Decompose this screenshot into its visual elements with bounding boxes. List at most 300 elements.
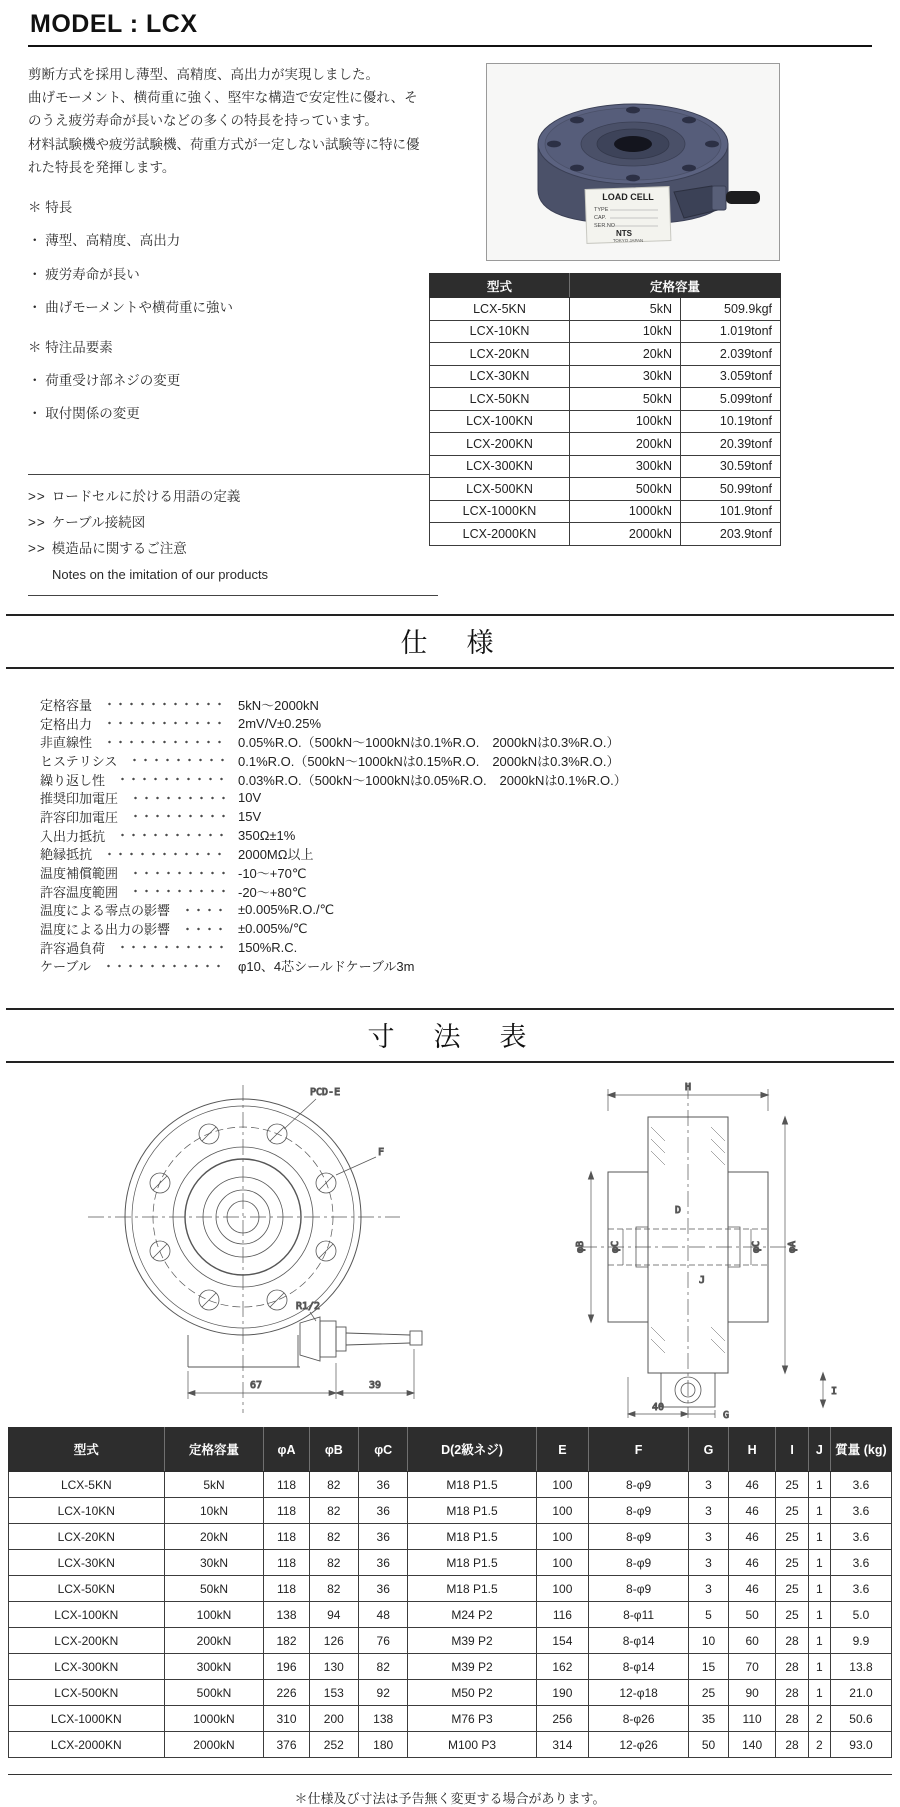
dimension-table-row <box>9 1706 892 1732</box>
side-dim-d: D <box>674 1205 681 1217</box>
dim-weight: 3.6 <box>830 1472 891 1498</box>
capacity-table-row <box>430 298 781 321</box>
capacity-kn-cell: 100kN <box>570 410 681 433</box>
page-title: MODEL : LCX <box>30 10 198 38</box>
dim-model: LCX-500KN <box>9 1680 165 1706</box>
dim-i: 28 <box>776 1706 809 1732</box>
dimension-table-header-cell: H <box>728 1428 775 1472</box>
dim-capacity: 5kN <box>164 1472 264 1498</box>
side-dim-40: 40 <box>651 1402 664 1414</box>
dimension-table-header-cell: φC <box>359 1428 408 1472</box>
dim-i: 25 <box>776 1576 809 1602</box>
dim-f: 8-φ9 <box>589 1550 689 1576</box>
features-list <box>28 219 429 319</box>
dim-f: 12-φ18 <box>589 1680 689 1706</box>
dim-phiC: 36 <box>359 1524 408 1550</box>
dim-e: 100 <box>536 1576 589 1602</box>
dim-phiC: 36 <box>359 1472 408 1498</box>
dot-leader <box>104 739 228 745</box>
capacity-table-row <box>430 523 781 546</box>
dot-leader <box>130 888 228 894</box>
dim-e: 256 <box>536 1706 589 1732</box>
nameplate-type: TYPE <box>594 207 609 213</box>
feature-item: ・ 疲労寿命が長い <box>28 266 140 282</box>
spec-label: 定格出力 <box>40 716 93 732</box>
model-cell: LCX-1000KN <box>430 500 570 523</box>
link-item[interactable] <box>28 511 438 534</box>
dimension-table-header-cell: F <box>589 1428 689 1472</box>
spec-label: 繰り返し性 <box>40 772 106 788</box>
dim-e: 154 <box>536 1628 589 1654</box>
dim-thread: M50 P2 <box>408 1680 536 1706</box>
spec-value: ±0.005%R.O./℃ <box>238 901 335 917</box>
dim-g: 10 <box>689 1628 729 1654</box>
load-cell-illustration <box>498 72 768 252</box>
dim-e: 116 <box>536 1602 589 1628</box>
dim-e: 162 <box>536 1654 589 1680</box>
spec-label: 推奨印加電圧 <box>40 791 119 807</box>
pcd-label: PCD-E <box>309 1087 340 1099</box>
dimension-table-header-cell: J <box>808 1428 830 1472</box>
dim-weight: 13.8 <box>830 1654 891 1680</box>
link-arrow-icon: >> <box>28 541 46 557</box>
dim-f: 8-φ9 <box>589 1498 689 1524</box>
product-column <box>429 63 780 596</box>
spec-value: 0.05%R.O.（500kN～1000kNは0.1%R.O. 2000kNは0.3%R.O.） <box>238 735 620 751</box>
dim-thread: M18 P1.5 <box>408 1498 536 1524</box>
spec-label: 温度補償範囲 <box>40 866 119 882</box>
dot-leader <box>104 720 228 726</box>
dim-model: LCX-2000KN <box>9 1732 165 1758</box>
capacity-table-row <box>430 388 781 411</box>
dim-phiB: 82 <box>309 1550 358 1576</box>
spec-row <box>40 845 680 864</box>
dim-weight: 3.6 <box>830 1524 891 1550</box>
capacity-kn-cell: 300kN <box>570 455 681 478</box>
dim-e: 100 <box>536 1524 589 1550</box>
dim-model: LCX-1000KN <box>9 1706 165 1732</box>
dim-j: 1 <box>808 1602 830 1628</box>
dim-g: 3 <box>689 1472 729 1498</box>
dot-leader <box>117 944 228 950</box>
spec-row <box>40 919 680 938</box>
dim-h: 90 <box>728 1680 775 1706</box>
dim-model: LCX-50KN <box>9 1576 165 1602</box>
spec-row <box>40 788 680 807</box>
spec-row <box>40 882 680 901</box>
model-cell: LCX-50KN <box>430 388 570 411</box>
capacity-table-row <box>430 455 781 478</box>
link-note-english: Notes on the imitation of our products <box>52 566 269 582</box>
dim-e: 100 <box>536 1498 589 1524</box>
dim-g: 3 <box>689 1498 729 1524</box>
dim-thread: M18 P1.5 <box>408 1524 536 1550</box>
capacity-kn-cell: 1000kN <box>570 500 681 523</box>
dim-capacity: 30kN <box>164 1550 264 1576</box>
dot-leader <box>182 926 228 932</box>
dim-weight: 3.6 <box>830 1550 891 1576</box>
dim-i: 25 <box>776 1472 809 1498</box>
model-cell: LCX-20KN <box>430 343 570 366</box>
dim-phiA: 118 <box>264 1576 309 1602</box>
spec-value: 2mV/V±0.25% <box>238 715 322 731</box>
spec-label: 許容温度範囲 <box>40 884 119 900</box>
dim-weight: 93.0 <box>830 1732 891 1758</box>
spec-value: 0.1%R.O.（500kN～1000kNは0.15%R.O. 2000kNは0.3%R.O.） <box>238 753 620 769</box>
dim-g: 3 <box>689 1524 729 1550</box>
dim-capacity: 300kN <box>164 1654 264 1680</box>
dim-weight: 3.6 <box>830 1498 891 1524</box>
dim-i: 28 <box>776 1628 809 1654</box>
dimension-table <box>8 1427 892 1758</box>
nameplate-cap: CAP. <box>594 215 607 221</box>
spec-row <box>40 695 680 714</box>
link-item[interactable] <box>28 485 438 508</box>
capacity-table-row <box>430 478 781 501</box>
capacity-tonf-cell: 2.039tonf <box>681 343 781 366</box>
capacity-table-row <box>430 500 781 523</box>
dim-phiA: 376 <box>264 1732 309 1758</box>
dim-f: 8-φ11 <box>589 1602 689 1628</box>
dim-f: 8-φ9 <box>589 1524 689 1550</box>
model-cell: LCX-5KN <box>430 298 570 321</box>
spec-row <box>40 807 680 826</box>
spec-section-header <box>6 614 894 669</box>
spec-row <box>40 957 680 976</box>
dim-phiC: 48 <box>359 1602 408 1628</box>
nameplate-title: LOAD CELL <box>602 192 654 202</box>
dimension-table-header-cell: 定格容量 <box>164 1428 264 1472</box>
capacity-table <box>429 273 781 546</box>
link-label: ロードセルに於ける用語の定義 <box>51 488 241 504</box>
side-dim-g: G <box>722 1410 729 1420</box>
dim-g: 15 <box>689 1654 729 1680</box>
features-title: ＊ 特長 <box>28 200 73 216</box>
spec-label: 温度による出力の影響 <box>40 922 171 938</box>
dim-weight: 5.0 <box>830 1602 891 1628</box>
side-dim-phiB: φB <box>574 1241 586 1254</box>
side-dim-phiA: φA <box>786 1241 798 1254</box>
dim-e: 100 <box>536 1472 589 1498</box>
dim-phiA: 310 <box>264 1706 309 1732</box>
capacity-kn-cell: 200kN <box>570 433 681 456</box>
dim-e: 190 <box>536 1680 589 1706</box>
dim-h: 46 <box>728 1524 775 1550</box>
dim-capacity: 10kN <box>164 1498 264 1524</box>
dim-thread: M18 P1.5 <box>408 1550 536 1576</box>
capacity-table-header-capacity: 定格容量 <box>570 274 781 298</box>
drawing-side-view <box>523 1077 853 1419</box>
dim-j: 1 <box>808 1680 830 1706</box>
capacity-tonf-cell: 203.9tonf <box>681 523 781 546</box>
dim-phiB: 82 <box>309 1524 358 1550</box>
title-band <box>28 0 872 47</box>
dot-leader <box>117 776 228 782</box>
dimension-table-header-cell: E <box>536 1428 589 1472</box>
capacity-table-row <box>430 433 781 456</box>
spec-row <box>40 901 680 920</box>
dimension-table-header-cell: φA <box>264 1428 309 1472</box>
dimension-table-row <box>9 1524 892 1550</box>
dim-thread: M18 P1.5 <box>408 1472 536 1498</box>
dimension-table-header-cell: I <box>776 1428 809 1472</box>
custom-option-item: ・ 取付関係の変更 <box>28 406 140 422</box>
dim-thread: M39 P2 <box>408 1654 536 1680</box>
dim-f: 8-φ26 <box>589 1706 689 1732</box>
dimension-table-row <box>9 1732 892 1758</box>
dim-i: 25 <box>776 1498 809 1524</box>
spec-value: 150%R.C. <box>238 939 298 955</box>
dim-phiB: 153 <box>309 1680 358 1706</box>
dot-leader <box>130 870 228 876</box>
dimension-table-header-cell: φB <box>309 1428 358 1472</box>
dimension-table-header-cell: 質量 (kg) <box>830 1428 891 1472</box>
spec-value: 5kN～2000kN <box>238 697 319 713</box>
dim-capacity: 20kN <box>164 1524 264 1550</box>
dimension-table-header-cell: G <box>689 1428 729 1472</box>
dim-j: 1 <box>808 1550 830 1576</box>
spec-list <box>40 695 680 975</box>
dim-capacity: 200kN <box>164 1628 264 1654</box>
dot-leader <box>117 832 228 838</box>
model-cell: LCX-30KN <box>430 365 570 388</box>
spec-label: 許容過負荷 <box>40 940 106 956</box>
capacity-table-row <box>430 320 781 343</box>
dim-j: 1 <box>808 1524 830 1550</box>
dimension-table-row <box>9 1576 892 1602</box>
dimension-table-row <box>9 1550 892 1576</box>
dim-j: 1 <box>808 1498 830 1524</box>
dim-model: LCX-20KN <box>9 1524 165 1550</box>
spec-label: 定格容量 <box>40 697 93 713</box>
spec-label: 許容印加電圧 <box>40 809 119 825</box>
dim-phiA: 118 <box>264 1498 309 1524</box>
feature-item: ・ 薄型、高精度、高出力 <box>28 233 181 249</box>
link-label: 模造品に関するご注意 <box>51 541 187 557</box>
dimension-table-row <box>9 1654 892 1680</box>
dim-thread: M39 P2 <box>408 1628 536 1654</box>
dim-j: 1 <box>808 1576 830 1602</box>
dimension-section-title: 寸 法 表 <box>367 1022 533 1053</box>
model-cell: LCX-100KN <box>430 410 570 433</box>
capacity-kn-cell: 10kN <box>570 320 681 343</box>
dim-f: 8-φ9 <box>589 1576 689 1602</box>
front-dim-39: 39 <box>368 1380 381 1392</box>
model-cell: LCX-200KN <box>430 433 570 456</box>
dim-phiB: 82 <box>309 1498 358 1524</box>
dim-thread: M76 P3 <box>408 1706 536 1732</box>
capacity-kn-cell: 30kN <box>570 365 681 388</box>
dim-i: 28 <box>776 1732 809 1758</box>
intro-paragraph: 曲げモーメント、横荷重に強く、堅牢な構造で安定性に優れ、そのうえ疲労寿命が長いなどの多くの特長を持っています。 <box>28 90 418 129</box>
dim-h: 46 <box>728 1550 775 1576</box>
technical-drawings <box>0 1077 900 1419</box>
capacity-table-row <box>430 365 781 388</box>
dim-phiB: 130 <box>309 1654 358 1680</box>
capacity-tonf-cell: 10.19tonf <box>681 410 781 433</box>
dim-phiB: 82 <box>309 1576 358 1602</box>
spec-value: -20～+80℃ <box>238 884 307 900</box>
side-dim-j: J <box>698 1275 705 1287</box>
spec-label: ケーブル <box>40 959 91 975</box>
side-dim-phiC-left: φC <box>609 1241 621 1254</box>
spec-row <box>40 938 680 957</box>
dim-phiC: 36 <box>359 1550 408 1576</box>
dim-h: 70 <box>728 1654 775 1680</box>
capacity-kn-cell: 2000kN <box>570 523 681 546</box>
link-label: ケーブル接続図 <box>51 515 146 531</box>
spec-row <box>40 826 680 845</box>
front-dimensions <box>188 1349 414 1399</box>
custom-options-list <box>28 359 429 425</box>
dim-phiA: 138 <box>264 1602 309 1628</box>
dim-thread: M24 P2 <box>408 1602 536 1628</box>
dim-capacity: 1000kN <box>164 1706 264 1732</box>
dim-phiA: 118 <box>264 1550 309 1576</box>
capacity-kn-cell: 50kN <box>570 388 681 411</box>
dot-leader <box>129 757 228 763</box>
dim-phiA: 226 <box>264 1680 309 1706</box>
dim-h: 46 <box>728 1472 775 1498</box>
link-item[interactable] <box>28 537 438 560</box>
dimension-table-header-cell: D(2級ネジ) <box>408 1428 536 1472</box>
dim-f: 8-φ14 <box>589 1628 689 1654</box>
spec-value: 2000MΩ以上 <box>238 847 314 863</box>
dimension-table-row <box>9 1628 892 1654</box>
spec-label: 温度による零点の影響 <box>40 903 171 919</box>
dim-thread: M18 P1.5 <box>408 1576 536 1602</box>
dot-leader <box>104 701 228 707</box>
spec-value: -10～+70℃ <box>238 866 307 882</box>
spec-label: 入出力抵抗 <box>40 828 106 844</box>
side-dim-h: H <box>684 1082 691 1094</box>
related-links <box>28 474 438 596</box>
dim-i: 28 <box>776 1680 809 1706</box>
dim-phiB: 94 <box>309 1602 358 1628</box>
hole-dim-label: F <box>377 1147 384 1159</box>
link-arrow-icon: >> <box>28 488 46 504</box>
dim-model: LCX-5KN <box>9 1472 165 1498</box>
nameplate <box>585 187 671 244</box>
dim-j: 2 <box>808 1706 830 1732</box>
drawing-front-view <box>48 1077 468 1419</box>
model-cell: LCX-500KN <box>430 478 570 501</box>
dim-model: LCX-100KN <box>9 1602 165 1628</box>
dim-g: 50 <box>689 1732 729 1758</box>
dim-phiB: 82 <box>309 1472 358 1498</box>
dim-phiC: 36 <box>359 1498 408 1524</box>
dimension-table-header-row <box>9 1428 892 1472</box>
dot-leader <box>182 907 228 913</box>
dim-h: 140 <box>728 1732 775 1758</box>
dim-g: 5 <box>689 1602 729 1628</box>
dim-f: 8-φ9 <box>589 1472 689 1498</box>
dim-h: 46 <box>728 1576 775 1602</box>
dim-g: 35 <box>689 1706 729 1732</box>
dim-weight: 3.6 <box>830 1576 891 1602</box>
dim-weight: 21.0 <box>830 1680 891 1706</box>
dimension-table-row <box>9 1472 892 1498</box>
dot-leader <box>103 963 228 969</box>
dim-capacity: 2000kN <box>164 1732 264 1758</box>
dimension-table-row <box>9 1498 892 1524</box>
capacity-tonf-cell: 509.9kgf <box>681 298 781 321</box>
dim-g: 3 <box>689 1550 729 1576</box>
dim-phiA: 118 <box>264 1524 309 1550</box>
dim-e: 100 <box>536 1550 589 1576</box>
dim-h: 110 <box>728 1706 775 1732</box>
spec-value: φ10、4芯シールドケーブル3m <box>238 959 415 975</box>
dim-phiB: 126 <box>309 1628 358 1654</box>
nameplate-serno: SER.NO <box>594 223 616 229</box>
intro-paragraph: 材料試験機や疲労試験機、荷重方式が一定しない試験等に特に優れた特長を発揮します。 <box>28 136 420 175</box>
dim-phiC: 82 <box>359 1654 408 1680</box>
dim-phiC: 92 <box>359 1680 408 1706</box>
dimension-table-row <box>9 1680 892 1706</box>
dim-h: 46 <box>728 1498 775 1524</box>
spec-row <box>40 863 680 882</box>
spec-label: ヒステリシス <box>40 753 118 769</box>
dim-i: 25 <box>776 1524 809 1550</box>
dim-i: 28 <box>776 1654 809 1680</box>
dim-capacity: 100kN <box>164 1602 264 1628</box>
footer-note: ＊仕様及び寸法は予告無く変更する場合があります。 <box>8 1774 892 1807</box>
model-cell: LCX-2000KN <box>430 523 570 546</box>
dim-weight: 50.6 <box>830 1706 891 1732</box>
custom-options-title: ＊ 特注品要素 <box>28 339 113 355</box>
cable-fitting <box>300 1317 422 1361</box>
capacity-kn-cell: 5kN <box>570 298 681 321</box>
capacity-tonf-cell: 30.59tonf <box>681 455 781 478</box>
spec-row <box>40 770 680 789</box>
nameplate-brand: NTS <box>616 229 632 238</box>
dim-phiC: 180 <box>359 1732 408 1758</box>
dimension-section-header <box>6 1008 894 1063</box>
dot-leader <box>104 851 228 857</box>
dim-phiB: 252 <box>309 1732 358 1758</box>
dim-phiC: 76 <box>359 1628 408 1654</box>
dim-j: 1 <box>808 1472 830 1498</box>
capacity-tonf-cell: 101.9tonf <box>681 500 781 523</box>
dim-f: 12-φ26 <box>589 1732 689 1758</box>
cable-connector <box>674 186 760 218</box>
dim-capacity: 500kN <box>164 1680 264 1706</box>
nameplate-origin: TOKYO JAPAN <box>612 238 644 243</box>
dim-g: 25 <box>689 1680 729 1706</box>
dim-i: 25 <box>776 1602 809 1628</box>
spec-label: 非直線性 <box>40 735 93 751</box>
capacity-kn-cell: 20kN <box>570 343 681 366</box>
dim-phiC: 36 <box>359 1576 408 1602</box>
dim-model: LCX-300KN <box>9 1654 165 1680</box>
dim-h: 50 <box>728 1602 775 1628</box>
link-arrow-icon: >> <box>28 515 46 531</box>
dim-phiC: 138 <box>359 1706 408 1732</box>
side-bottom-dimensions <box>628 1377 715 1418</box>
spec-row <box>40 714 680 733</box>
dim-j: 2 <box>808 1732 830 1758</box>
dim-model: LCX-30KN <box>9 1550 165 1576</box>
spec-label: 絶縁抵抗 <box>40 847 93 863</box>
product-photo <box>486 63 780 261</box>
spec-section-title: 仕 様 <box>400 628 500 658</box>
side-dim-phiC-right: φC <box>750 1241 762 1254</box>
capacity-table-header-model: 型式 <box>430 274 570 298</box>
capacity-tonf-cell: 50.99tonf <box>681 478 781 501</box>
spec-value: 0.03%R.O.（500kN～1000kNは0.05%R.O. 2000kNは0.1%R.O.） <box>238 772 627 788</box>
dim-j: 1 <box>808 1628 830 1654</box>
dim-weight: 9.9 <box>830 1628 891 1654</box>
